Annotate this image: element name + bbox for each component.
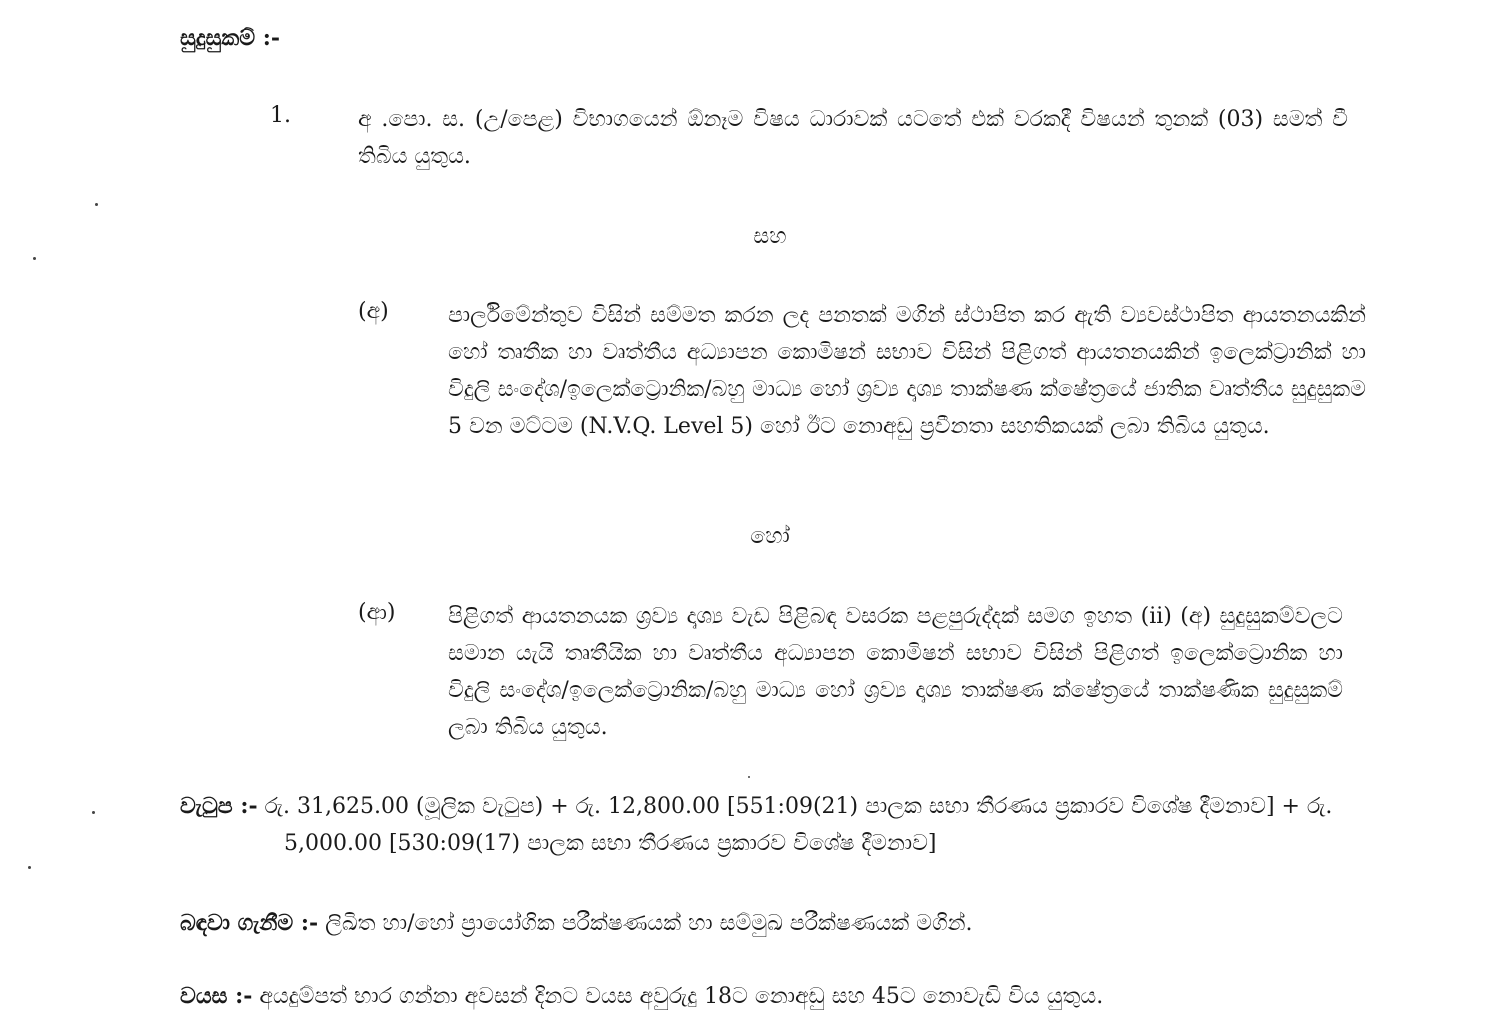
age-row [180, 978, 1365, 1015]
scan-speck [28, 866, 31, 869]
recruitment-text: ලිඛිත හා/හෝ ප්‍රායෝගික පරීක්ෂණයක් හා සම්මුඛ පරීක්ෂණයක් මගින්. [325, 911, 973, 936]
salary-label: වැටුප :- [180, 793, 258, 819]
age-label: වයස :- [180, 983, 253, 1009]
recruitment-label: බඳවා ගැනීම :- [180, 910, 319, 936]
recruitment-row [180, 905, 1365, 942]
option-text-a: පාර්ලිමේන්තුව විසින් සම්මත කරන ලද පනතක් මගින් ස්ථාපිත කර ඇති ව්‍යවස්ථාපිත ආයතනයකින් හෝ තෘතීක හා වෘත්තීය අධ්‍යාපන කොමිෂන් සභාව විසින් පිළිගත් ආයතනයකින් ඉලෙක්ට්‍රානික් හා විදුලි සංදේශ/ඉලෙක්ට්‍රොනික/බහු මාධ්‍ය හෝ ශ්‍රව්‍ය දෘශ්‍ය තාක්ෂණ ක්ෂේත්‍රයේ ජාතික වෘත්තීය සුදුසුකම 5 වන මට්ටම (N.V.Q. Level 5) හෝ ඊට නොඅඩු ප්‍රවීනතා සහතිකයක් ලබා තිබිය යුතුය. [448, 303, 1366, 439]
age-text: අයදුම්පත් භාර ගන්නා අවසන් දිනට වයස අවුරුදු 18ට නොඅඩු සහ 45ට නොවැඩි විය යුතුය. [259, 984, 1104, 1009]
section-heading: සුදුසුකම් :- [180, 25, 280, 51]
separator-and: සහ [753, 224, 787, 249]
option-label-aa: (ආ) [358, 600, 396, 625]
scan-speck [92, 811, 95, 814]
scan-speck [33, 257, 36, 260]
separator-or: හෝ [750, 524, 790, 549]
salary-text: රු. 31,625.00 (මූලික වැටුප) + රු. 12,800.00 [551:09(21) පාලක සභා තීරණය ප්‍රකාරව විශේෂ දීමනාව] + රු. 5,000.00 [530:09(17) පාලක සභා තීරණය ප්‍රකාරව විශේෂ දීමනාව] [264, 794, 1333, 856]
option-text-aa: පිළිගත් ආයතනයක ශ්‍රව්‍ය දෘශ්‍ය වැඩ පිළිබඳ වසරක පළපුරුද්දක් සමග ඉහත (ii) (අ) සුදුසුකම්වලට සමාන යැයි තෘතීයික හා වෘත්තීය අධ්‍යාපන කොමිෂන් සභාව විසින් පිළිගත් ඉලෙක්ට්‍රොනික හා විදුලි සංදේශ/ඉලෙක්ට්‍රොනික/බහු මාධ්‍ය හෝ ශ්‍රව්‍ය දෘශ්‍ය තාක්ෂණ ක්ෂේත්‍රයේ තාක්ෂණික සුදුසුකම් ලබා තිබිය යුතුය. [448, 604, 1343, 740]
salary-row [180, 788, 1365, 862]
scan-speck [748, 776, 750, 778]
item-text: අ .පො. ස. (උ/පෙළ) විභාගයෙන් ඕනෑම විෂය ධාරාවක් යටතේ එක් වරකදී විෂයන් තුනක් (03) සමත් වී තිබිය යුතුය. [358, 107, 1348, 169]
scan-speck [95, 203, 98, 206]
option-label-a: (අ) [358, 299, 389, 324]
item-number: 1. [270, 103, 291, 128]
